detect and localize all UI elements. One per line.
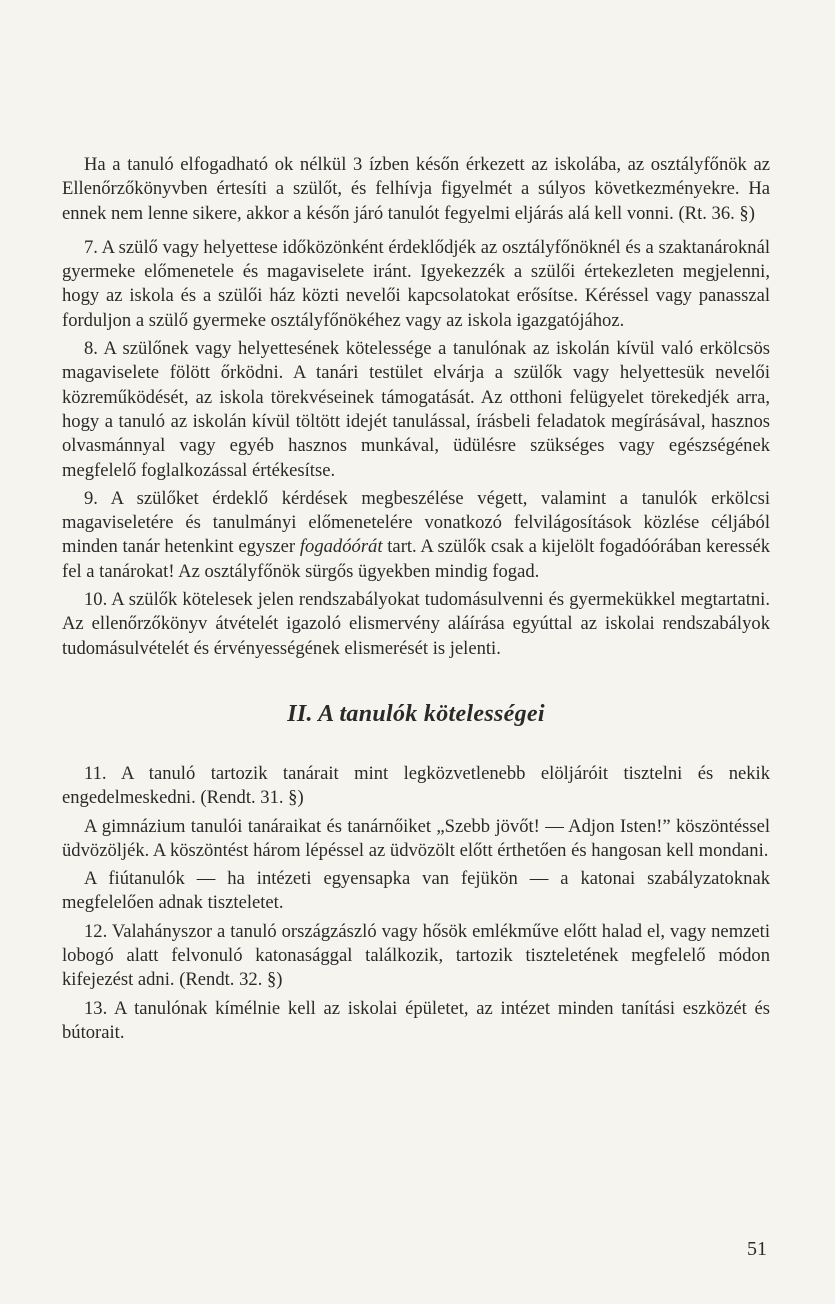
- paragraph-11: 11. A tanuló tartozik tanárait mint legközvetlenebb elöljáróit tisztelni és nekik engedelmeskedni. (Rendt. 31. §): [62, 762, 770, 809]
- paragraph-salute: A fiútanulók — ha intézeti egyensapka van fejükön — a katonai szabályzatoknak megfelelően adnak tiszteletet.: [62, 868, 770, 914]
- paragraph-9-emphasis: fogadóórát: [299, 536, 383, 558]
- paragraph-late-arrival: Ha a tanuló elfogadható ok nélkül 3 ízben későn érkezett az iskolába, az osztályfőnök az Ellenőrzőkönyvben értesíti a szülőt, és felhívja figyelmét a súlyos következményekre. Ha ennek nem lenne sikere, akkor a későn járó tanulót fegyelmi eljárás alá kell vonni. (Rt. 36. §): [62, 154, 770, 224]
- page-number: 51: [747, 1238, 767, 1260]
- paragraph-13: 13. A tanulónak kímélnie kell az iskolai épületet, az intézet minden tanítási eszközét és bútorait.: [62, 997, 770, 1043]
- section-heading: II. A tanulók kötelességei: [287, 700, 545, 727]
- page-body: [62, 153, 770, 1049]
- paragraph-9-text-start: 9. A szülőket érdeklő kérdések megbeszélése végett, valamint a tanulók erkölcsi magaviseletére és tanulmányi előmenetelére vonatkozó felvilágosítások közlése céljából minden tanár hetenkint egyszer: [62, 487, 770, 558]
- paragraph-12: 12. Valahányszor a tanuló országzászló vagy hősök emlékműve előtt halad el, vagy nemzeti lobogó alatt felvonuló katonasággal találkozik, tartozik tiszteletének megfelelő módon kifejezést adni. (Rendt. 32. §): [62, 920, 770, 991]
- paragraph-9-text-end: tart. A szülők csak a kijelölt fogadóórában keressék fel a tanárokat! Az osztályfőnök sürgős ügyekben mindig fogad.: [62, 536, 770, 582]
- paragraph-greeting: A gimnázium tanulói tanáraikat és tanárnőiket „Szebb jövőt! — Adjon Isten!” köszöntéssel üdvözöljék. A köszöntést három lépéssel az üdvözölt előtt érthetően és hangosan kell mondani.: [62, 815, 770, 861]
- paragraph-10: 10. A szülők kötelesek jelen rendszabályokat tudomásulvenni és gyermekükkel megtartatni. Az ellenőrzőkönyv átvételét igazoló elismervény aláírása egyúttal az iskolai rendszabályok tudomásulvételét és érvényességének elismerését is jelenti.: [62, 589, 770, 659]
- paragraph-7: 7. A szülő vagy helyettese időközönként érdeklődjék az osztályfőnöknél és a szaktanároknál gyermeke előmenetele és magaviselete iránt. Igyekezzék a szülői értekezleten megjelenni, hogy az iskola és a szülői ház közti nevelői kapcsolatokat erősítse. Kéréssel vagy panasszal forduljon a szülő gyermeke osztályfőnökéhez vagy az iskola igazgatójához.: [62, 236, 770, 331]
- paragraph-9: [62, 487, 770, 584]
- paragraph-8: 8. A szülőnek vagy helyettesének kötelessége a tanulónak az iskolán kívül való erkölcsös magaviselete fölött őrködni. A tanári testület elvárja a szülők vagy helyettesük nevelői közreműködését, az iskola törekvéseinek támogatását. Az otthoni felügyelet törekedjék arra, hogy a tanuló az iskolán kívül töltött idejét tanulással, írásbeli feladatok megírásával, hasznos olvasmánnyal vagy egyéb hasznos munkával, üdülésre szükséges vagy egészségének megfelelő foglalkozással értékesítse.: [62, 338, 770, 481]
